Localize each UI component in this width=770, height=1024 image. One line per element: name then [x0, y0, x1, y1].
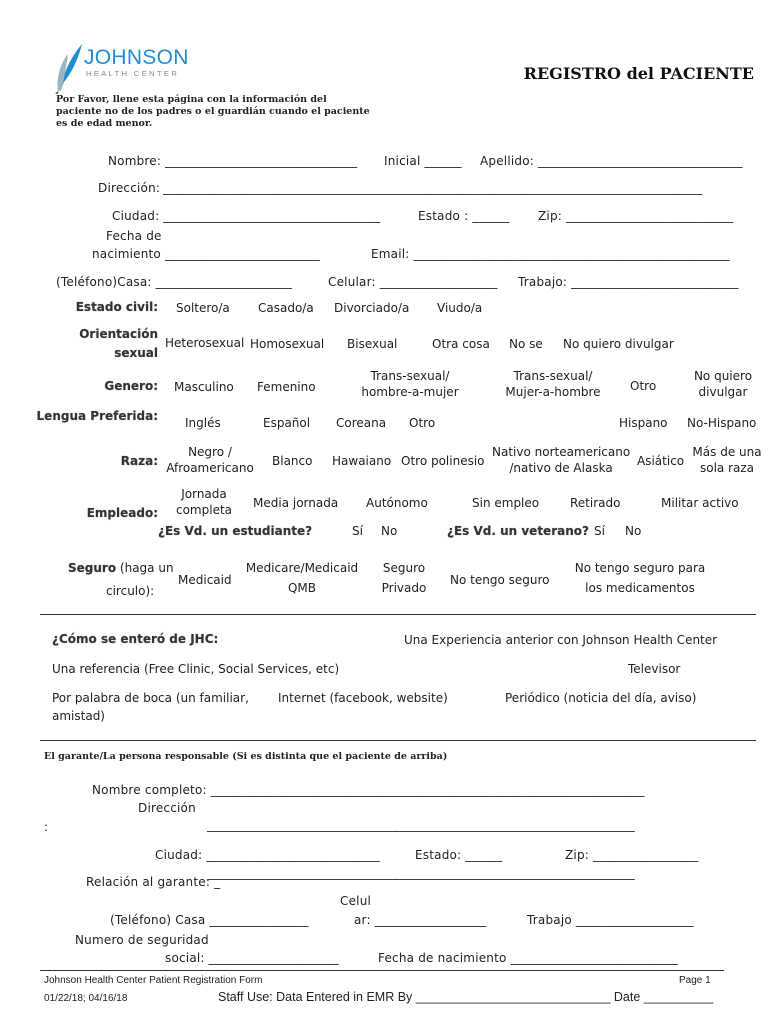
- option-masculino[interactable]: Masculino: [174, 380, 234, 394]
- option-viudo[interactable]: Viudo/a: [437, 301, 483, 315]
- seguro-label-2: circulo):: [106, 584, 155, 598]
- option-text: amistad): [52, 709, 105, 723]
- footer-divider: [40, 970, 724, 971]
- estado-field[interactable]: Estado : ______: [418, 209, 510, 223]
- option-no-seguro-medicamentos[interactable]: [566, 561, 714, 595]
- garante-celular-label: Celul: [340, 894, 372, 908]
- option-genero-no-divulgar[interactable]: [684, 369, 762, 399]
- option-espanol[interactable]: Español: [263, 416, 311, 430]
- telefono-casa-field[interactable]: (Teléfono)Casa: ______________________: [56, 275, 293, 289]
- option-no-divulgar[interactable]: No quiero divulgar: [563, 337, 674, 351]
- orientacion-label-1: Orientación: [79, 327, 158, 341]
- option-text: sola raza: [699, 461, 755, 475]
- garante-telefono-field[interactable]: (Teléfono) Casa ________________: [110, 913, 309, 927]
- option-trans-hombre-a-mujer[interactable]: [355, 369, 465, 399]
- instructions-line-3: es de edad menor.: [56, 118, 153, 129]
- option-asiatico[interactable]: Asiático: [637, 454, 685, 468]
- option-mas-de-una[interactable]: [690, 445, 764, 475]
- option-televisor[interactable]: Televisor: [628, 662, 681, 676]
- footer-staff-use[interactable]: Staff Use: Data Entered in EMR By ____________________________ Date __________: [218, 990, 714, 1004]
- inicial-field[interactable]: Inicial ______: [384, 154, 462, 168]
- seguro-label-rest: (haga un: [119, 561, 174, 575]
- option-text: Negro /: [188, 445, 232, 459]
- option-palabra-de-boca[interactable]: [52, 691, 249, 723]
- option-referencia[interactable]: Una referencia (Free Clinic, Social Services, etc): [52, 662, 340, 676]
- celular-field[interactable]: Celular: ___________________: [328, 275, 498, 289]
- option-text: Medicare/Medicaid: [245, 561, 359, 575]
- option-casado[interactable]: Casado/a: [258, 301, 314, 315]
- option-text: los medicamentos: [585, 581, 695, 595]
- option-text: No quiero: [693, 369, 753, 383]
- garante-direccion-label: Dirección: [138, 801, 196, 815]
- zip-field[interactable]: Zip: ___________________________: [538, 209, 734, 223]
- option-text: divulgar: [698, 385, 748, 399]
- ciudad-field[interactable]: Ciudad: ___________________________________: [112, 209, 381, 223]
- direccion-label: Dirección:: [98, 181, 161, 195]
- fecha-nacimiento-field[interactable]: nacimiento _________________________: [92, 247, 320, 261]
- garante-fecha-field[interactable]: Fecha de nacimiento ___________________________: [378, 951, 678, 965]
- option-sin-empleo[interactable]: Sin empleo: [472, 496, 540, 510]
- instructions-line-2: paciente no de los padres o el guardián cuando el paciente: [56, 106, 370, 117]
- veterano-question: ¿Es Vd. un veterano?: [447, 524, 589, 538]
- divider: [40, 614, 756, 615]
- option-media-jornada[interactable]: Media jornada: [253, 496, 339, 510]
- logo: [52, 42, 192, 94]
- option-lengua-otro[interactable]: Otro: [409, 416, 436, 430]
- garante-zip-field[interactable]: Zip: _________________: [565, 848, 699, 862]
- garante-celular-field[interactable]: ar: __________________: [354, 913, 487, 927]
- option-seguro-privado[interactable]: [372, 561, 436, 595]
- option-text: No tengo seguro para: [574, 561, 706, 575]
- feather-logo-icon: [52, 42, 86, 94]
- garante-relacion-field[interactable]: Relación al garante: _: [86, 875, 221, 889]
- option-periodico[interactable]: Periódico (noticia del día, aviso): [505, 691, 697, 705]
- option-jornada-completa[interactable]: [172, 487, 236, 517]
- garante-nombre-field[interactable]: Nombre completo: ______________________________________________________________________: [92, 783, 645, 797]
- option-text: completa: [175, 503, 233, 517]
- seguro-label: [68, 561, 174, 575]
- option-medicare-medicaid-qmb[interactable]: [240, 561, 364, 595]
- option-homosexual[interactable]: Homosexual: [250, 337, 325, 351]
- option-no-se[interactable]: No se: [509, 337, 543, 351]
- estudiante-si[interactable]: Sí: [352, 524, 363, 538]
- estudiante-no[interactable]: No: [381, 524, 398, 538]
- garante-estado-field[interactable]: Estado: ______: [415, 848, 503, 862]
- option-hispano[interactable]: Hispano: [619, 416, 668, 430]
- option-militar-activo[interactable]: Militar activo: [661, 496, 739, 510]
- garante-seguridad-label: Numero de seguridad: [75, 933, 209, 947]
- option-text: /nativo de Alaska: [509, 461, 613, 475]
- option-text: Afroamericano: [166, 461, 254, 475]
- option-soltero[interactable]: Soltero/a: [176, 301, 230, 315]
- option-text: Más de una: [692, 445, 762, 459]
- logo-subtitle: HEALTH CENTER: [86, 69, 180, 78]
- veterano-no[interactable]: No: [625, 524, 642, 538]
- option-coreana[interactable]: Coreana: [336, 416, 387, 430]
- option-trans-mujer-a-hombre[interactable]: [498, 369, 608, 399]
- garante-ciudad-field[interactable]: Ciudad: ____________________________: [155, 848, 380, 862]
- option-text: Jornada: [181, 487, 227, 501]
- option-text: Nativo norteamericano: [492, 445, 631, 459]
- option-no-hispano[interactable]: No-Hispano: [687, 416, 757, 430]
- seguro-label-bold: Seguro: [68, 561, 117, 575]
- fecha-label: Fecha de: [106, 229, 162, 243]
- apellido-field[interactable]: Apellido: _________________________________: [480, 154, 743, 168]
- option-ingles[interactable]: Inglés: [185, 416, 221, 430]
- option-text: Trans-sexual/: [370, 369, 450, 383]
- option-bisexual[interactable]: Bisexual: [347, 337, 398, 351]
- option-nativo[interactable]: [492, 445, 630, 475]
- option-femenino[interactable]: Femenino: [257, 380, 316, 394]
- garante-title: El garante/La persona responsable (Si es distinta que el paciente de arriba): [44, 751, 448, 762]
- empleado-label: Empleado:: [86, 506, 158, 520]
- option-text: Trans-sexual/: [513, 369, 593, 383]
- option-blanco[interactable]: Blanco: [272, 454, 313, 468]
- estudiante-question: ¿Es Vd. un estudiante?: [158, 524, 313, 538]
- option-internet[interactable]: Internet (facebook, website): [278, 691, 448, 705]
- veterano-si[interactable]: Sí: [594, 524, 605, 538]
- option-experiencia-anterior[interactable]: Una Experiencia anterior con Johnson Health Center: [404, 633, 718, 647]
- orientacion-label-2: sexual: [114, 346, 158, 360]
- divider: [40, 740, 756, 741]
- garante-trabajo-field[interactable]: Trabajo ___________________: [527, 913, 694, 927]
- genero-label: Genero:: [104, 379, 158, 393]
- option-autonomo[interactable]: Autónomo: [366, 496, 428, 510]
- trabajo-field[interactable]: Trabajo: ___________________________: [518, 275, 739, 289]
- option-text: Mujer-a-hombre: [505, 385, 601, 399]
- lengua-label: Lengua Preferida:: [36, 409, 158, 423]
- option-text: Seguro: [382, 561, 426, 575]
- option-no-tengo-seguro[interactable]: No tengo seguro: [450, 573, 550, 587]
- option-medicaid[interactable]: Medicaid: [178, 573, 232, 587]
- garante-colon: :: [44, 820, 49, 834]
- option-heterosexual[interactable]: Heterosexual: [165, 336, 245, 350]
- option-negro[interactable]: [160, 445, 260, 475]
- option-retirado[interactable]: Retirado: [570, 496, 621, 510]
- option-hawaiano[interactable]: Hawaiano: [332, 454, 392, 468]
- direccion-field[interactable]: _______________________________________________________________________________________: [163, 181, 703, 195]
- email-field[interactable]: Email: ___________________________________________________: [371, 247, 730, 261]
- jhc-question: ¿Cómo se enteró de JHC:: [52, 632, 219, 646]
- option-divorciado[interactable]: Divorciado/a: [334, 301, 410, 315]
- logo-name: JOHNSON: [84, 46, 189, 69]
- option-otro-polinesio[interactable]: Otro polinesio: [401, 454, 485, 468]
- option-otra-cosa[interactable]: Otra cosa: [432, 337, 490, 351]
- option-text: hombre-a-mujer: [361, 385, 459, 399]
- option-text: QMB: [287, 581, 317, 595]
- footer-page-number: Page 1: [679, 975, 711, 986]
- garante-direccion-field[interactable]: _____________________________________________________________________: [207, 818, 635, 832]
- footer-form-name: Johnson Health Center Patient Registration Form: [44, 975, 263, 986]
- page-title: REGISTRO del PACIENTE: [523, 64, 754, 83]
- nombre-field[interactable]: Nombre: _______________________________: [108, 154, 358, 168]
- option-text: Por palabra de boca (un familiar,: [52, 691, 249, 705]
- footer-dates: 01/22/18; 04/16/18: [44, 993, 128, 1004]
- raza-label: Raza:: [120, 454, 158, 468]
- option-text: Privado: [381, 581, 427, 595]
- garante-seguridad-field[interactable]: social: _____________________: [165, 951, 339, 965]
- garante-extra-line[interactable]: _____________________________________________________________________: [207, 866, 635, 880]
- option-genero-otro[interactable]: Otro: [630, 379, 657, 393]
- instructions-line-1: Por Favor, llene esta página con la información del: [56, 94, 327, 105]
- estado-civil-label: Estado civil:: [75, 300, 158, 314]
